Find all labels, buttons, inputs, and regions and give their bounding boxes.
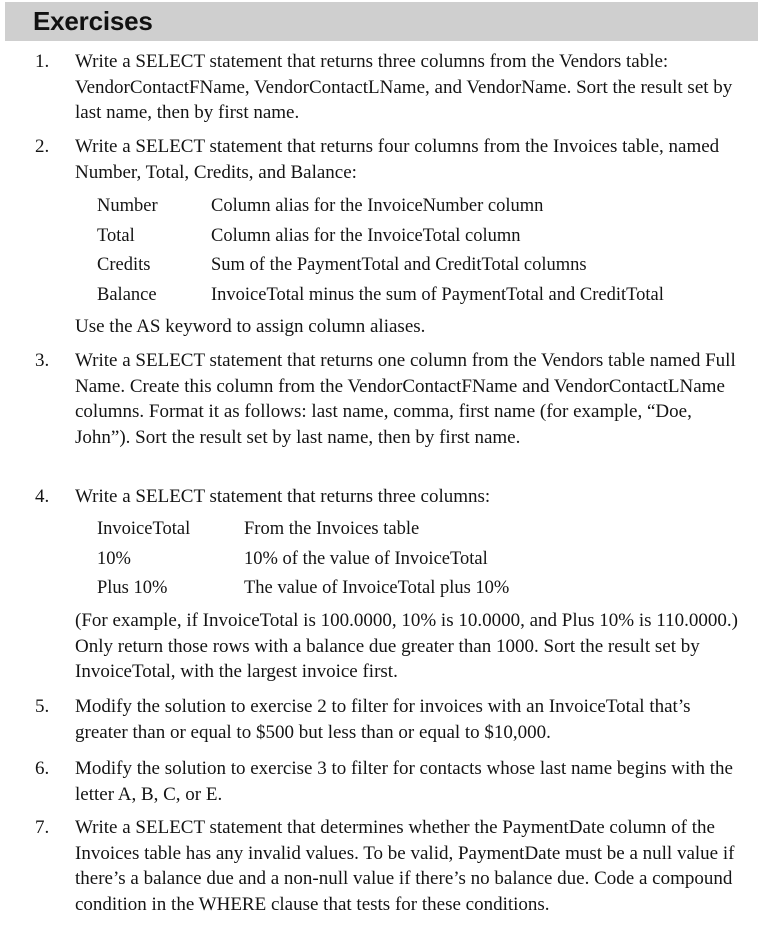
table-row [97, 281, 664, 311]
alias-name: InvoiceTotal [97, 519, 191, 540]
alias-description: From the Invoices table [244, 519, 420, 540]
table-row [97, 545, 509, 575]
exercise-number: 6. [35, 758, 50, 779]
exercise-text: Modify the solution to exercise 3 to filter for contacts whose last name begins with the letter A, B, C, or E. [75, 758, 733, 805]
exercise-text: Modify the solution to exercise 2 to filter for invoices with an InvoiceTotal that’s greater than or equal to $500 but less than or equal to $10,000. [75, 696, 691, 743]
alias-name: Balance [97, 284, 157, 305]
alias-description: InvoiceTotal minus the sum of PaymentTotal and CreditTotal [211, 284, 664, 305]
alias-name: Credits [97, 255, 151, 276]
alias-name: Plus 10% [97, 578, 168, 599]
exercise-text: Write a SELECT statement that returns three columns: [75, 486, 491, 507]
alias-name: 10% [97, 548, 131, 569]
exercise-number: 2. [35, 136, 50, 157]
exercise-number: 5. [35, 696, 50, 717]
alias-description: Column alias for the InvoiceTotal column [211, 225, 521, 246]
exercise-note: (For example, if InvoiceTotal is 100.0000, 10% is 10.0000, and Plus 10% is 110.0000.) Only return those rows with a balance due greater than 1000. Sort the result set by InvoiceTotal, with the largest invoice first. [75, 610, 738, 682]
exercise-number: 3. [35, 350, 50, 371]
exercise-text: Write a SELECT statement that determines whether the PaymentDate column of the Invoices table has any invalid values. To be valid, PaymentDate must be a null value if there’s a balance due and a non-null value if there’s no balance due. Code a compound condition in the WHERE clause that tests for these conditions. [75, 817, 735, 915]
exercise-number: 1. [35, 51, 50, 72]
exercise-text: Write a SELECT statement that returns one column from the Vendors table named Full Name. Create this column from the VendorContactFName and VendorContactLName columns. Format it as follows: last name, comma, first name (for example, “Doe, John”). Sort the result set by last name, then by first name. [75, 350, 736, 448]
exercise-text: Write a SELECT statement that returns three columns from the Vendors table: VendorContactFName, VendorContactLName, and VendorName. Sort the result set by last name, then by first name. [75, 51, 733, 123]
alias-description: Sum of the PaymentTotal and CreditTotal columns [211, 255, 587, 276]
exercise-note: Use the AS keyword to assign column aliases. [75, 316, 426, 337]
alias-name: Total [97, 225, 135, 246]
column-alias-table [97, 515, 509, 604]
table-row [97, 192, 664, 222]
alias-name: Number [97, 196, 158, 217]
exercise-number: 4. [35, 486, 50, 507]
table-row [97, 515, 509, 545]
alias-description: The value of InvoiceTotal plus 10% [244, 578, 510, 599]
column-alias-table [97, 192, 664, 310]
alias-description: Column alias for the InvoiceNumber column [211, 196, 544, 217]
exercise-number: 7. [35, 817, 50, 838]
exercise-text: Write a SELECT statement that returns four columns from the Invoices table, named Number, Total, Credits, and Balance: [75, 136, 720, 183]
table-row [97, 222, 664, 252]
table-row [97, 574, 509, 604]
section-header [5, 2, 758, 41]
page-title: Exercises [33, 6, 153, 36]
alias-description: 10% of the value of InvoiceTotal [244, 548, 488, 569]
table-row [97, 251, 664, 281]
